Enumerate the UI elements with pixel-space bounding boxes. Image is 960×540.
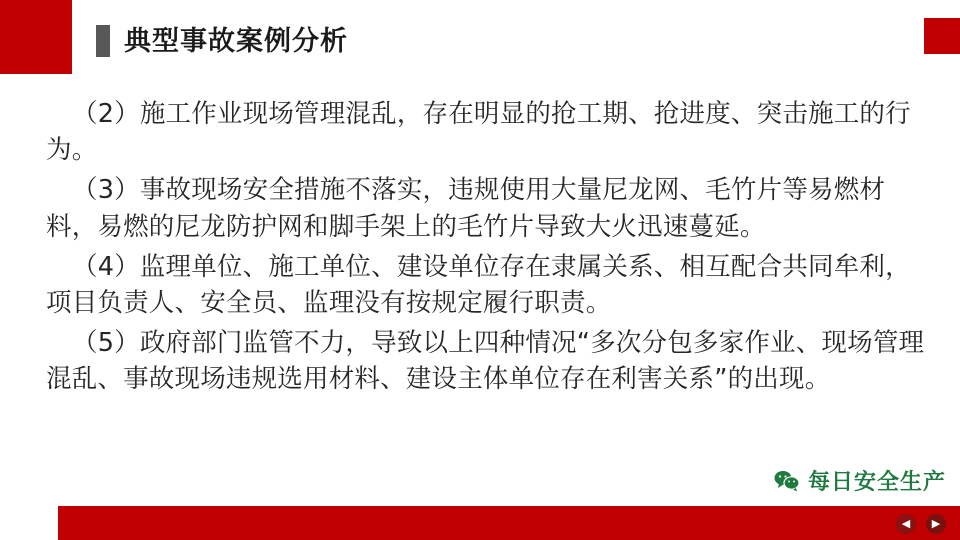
body-paragraph	[46, 325, 926, 397]
wechat-icon	[774, 470, 800, 492]
title-accent-bar	[96, 25, 110, 57]
body-paragraph-text: （2）施工作业现场管理混乱，存在明显的抢工期、抢进度、突击施工的行为。	[46, 99, 911, 166]
body-paragraph	[46, 249, 926, 321]
body-paragraph	[46, 96, 926, 168]
body-paragraph-text: （4）监理单位、施工单位、建设单位存在隶属关系、相互配合共同牟利，项目负责人、安全员、监理没有按规定履行职责。	[46, 251, 911, 319]
slide-title-row	[96, 22, 348, 60]
body-paragraph-text: （3）事故现场安全措施不落实，违规使用大量尼龙网、毛竹片等易燃材料，易燃的尼龙防护网和脚手架上的毛竹片导致大火迅速蔓延。	[46, 175, 886, 242]
brand-name: 每日安全生产	[807, 470, 946, 495]
page-title: 典型事故案例分析	[124, 25, 348, 56]
slide-body	[46, 96, 926, 402]
body-paragraph	[46, 172, 926, 244]
next-slide-button[interactable]: ▶	[926, 514, 946, 534]
footer-brand	[774, 465, 946, 496]
bottom-left-white-block	[0, 506, 58, 540]
top-right-red-block	[924, 18, 960, 54]
prev-slide-button[interactable]: ◀	[896, 514, 916, 534]
bottom-red-bar	[0, 506, 960, 540]
body-paragraph-text: （5）政府部门监管不力，导致以上四种情况“多次分包多家作业、现场管理混乱、事故现场违规选用材料、建设主体单位存在利害关系”的出现。	[46, 328, 925, 395]
nav-arrows[interactable]	[896, 514, 946, 534]
top-left-red-block	[0, 0, 72, 74]
